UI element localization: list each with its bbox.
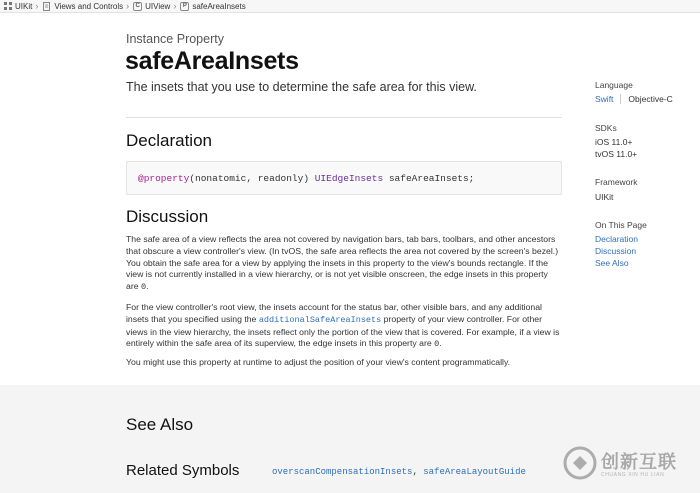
breadcrumb-item-safeareainsets[interactable]	[180, 2, 245, 11]
logo-mark-icon	[563, 446, 597, 485]
code-name: safeAreaInsets;	[383, 173, 475, 184]
breadcrumb-label: Views and Controls	[54, 1, 124, 11]
property-icon: P	[180, 2, 189, 11]
paragraph-text: The safe area of a view reflects the area not covered by navigation bars, tab bars, toolbars, and other ancestors that obscure a view controller's view. (In tvOS, the safe area reflects the area not covered by the screen's bezel.) You obtain the safe area for a view by applying the insets in this property to the view's bounds rectangle. If the view is not currently installed in a view hierarchy, or is not yet visible onscreen, the edge insets in this property are	[126, 234, 559, 292]
breadcrumb-item-uiview[interactable]	[133, 2, 170, 11]
declaration-code	[126, 161, 562, 195]
sdk-ios: iOS 11.0+	[595, 137, 633, 147]
related-symbols-list	[272, 467, 526, 477]
chevron-right-icon: ›	[173, 1, 177, 11]
discussion-paragraph-3: You might use this property at runtime to adjust the position of your view's content programmatically.	[126, 357, 511, 367]
discussion-heading: Discussion	[126, 207, 209, 226]
class-icon: C	[133, 2, 142, 11]
symbol-kind: Instance Property	[126, 32, 224, 46]
related-symbols-heading: Related Symbols	[126, 462, 240, 479]
watermark-logo	[563, 445, 697, 485]
document-icon	[42, 2, 51, 11]
safe-area-layout-guide-link[interactable]: safeAreaLayoutGuide	[423, 467, 526, 477]
page-title: safeAreaInsets	[125, 47, 299, 75]
framework-heading: Framework	[595, 177, 638, 187]
overscan-compensation-insets-link[interactable]: overscanCompensationInsets	[272, 467, 413, 477]
paragraph-text: For the view controller's root view, the insets account for the status bar, other visible bars, and any additional insets that you specified using the	[126, 302, 542, 324]
framework-name: UIKit	[595, 192, 614, 202]
list-separator: ,	[412, 467, 424, 477]
breadcrumb-label: safeAreaInsets	[192, 1, 246, 11]
watermark-name-cn: 创新互联	[601, 452, 677, 472]
on-this-page-link-declaration[interactable]: Declaration	[595, 234, 638, 244]
language-objc-link[interactable]: Objective-C	[628, 94, 673, 104]
sdks-heading: SDKs	[595, 123, 617, 133]
abstract: The insets that you use to determine the safe area for this view.	[126, 80, 477, 94]
breadcrumb	[0, 0, 700, 13]
grid-icon	[3, 2, 12, 11]
chevron-right-icon: ›	[126, 1, 130, 11]
language-separator	[620, 94, 621, 104]
discussion-paragraph-1	[126, 234, 562, 294]
see-also-heading: See Also	[126, 415, 194, 434]
additional-safe-area-insets-link[interactable]: additionalSafeAreaInsets	[258, 314, 382, 325]
breadcrumb-label: UIKit	[15, 1, 33, 11]
paragraph-text: .	[146, 281, 149, 292]
code-type-link[interactable]: UIEdgeInsets	[314, 173, 384, 184]
breadcrumb-label: UIView	[145, 1, 171, 11]
language-switcher	[595, 94, 673, 104]
chevron-right-icon: ›	[35, 1, 39, 11]
inline-code: 0	[140, 282, 147, 293]
discussion-paragraph-2	[126, 302, 562, 351]
breadcrumb-item-views-and-controls[interactable]	[42, 2, 123, 11]
language-heading: Language	[595, 80, 633, 90]
sdk-tvos: tvOS 11.0+	[595, 149, 638, 159]
on-this-page-heading: On This Page	[595, 220, 647, 230]
divider	[126, 117, 562, 118]
declaration-heading: Declaration	[126, 131, 212, 150]
breadcrumb-item-uikit[interactable]	[3, 2, 32, 11]
language-swift-link[interactable]: Swift	[595, 94, 614, 104]
code-attributes: (nonatomic, readonly)	[189, 173, 315, 184]
code-keyword: @property	[138, 173, 190, 184]
paragraph-text: .	[439, 338, 442, 349]
paragraph-text: property of your view controller. For other views in the view hierarchy, the insets reflect only the portion of the view that is covered. For example, if a view is entirely within the safe area of its superview, the edge insets in this property are	[126, 313, 560, 349]
inline-code: 0	[434, 339, 440, 350]
on-this-page-link-see-also[interactable]: See Also	[595, 258, 629, 268]
watermark-name-en: CHUANG XIN HU LIAN	[601, 472, 665, 478]
on-this-page-link-discussion[interactable]: Discussion	[595, 246, 637, 256]
